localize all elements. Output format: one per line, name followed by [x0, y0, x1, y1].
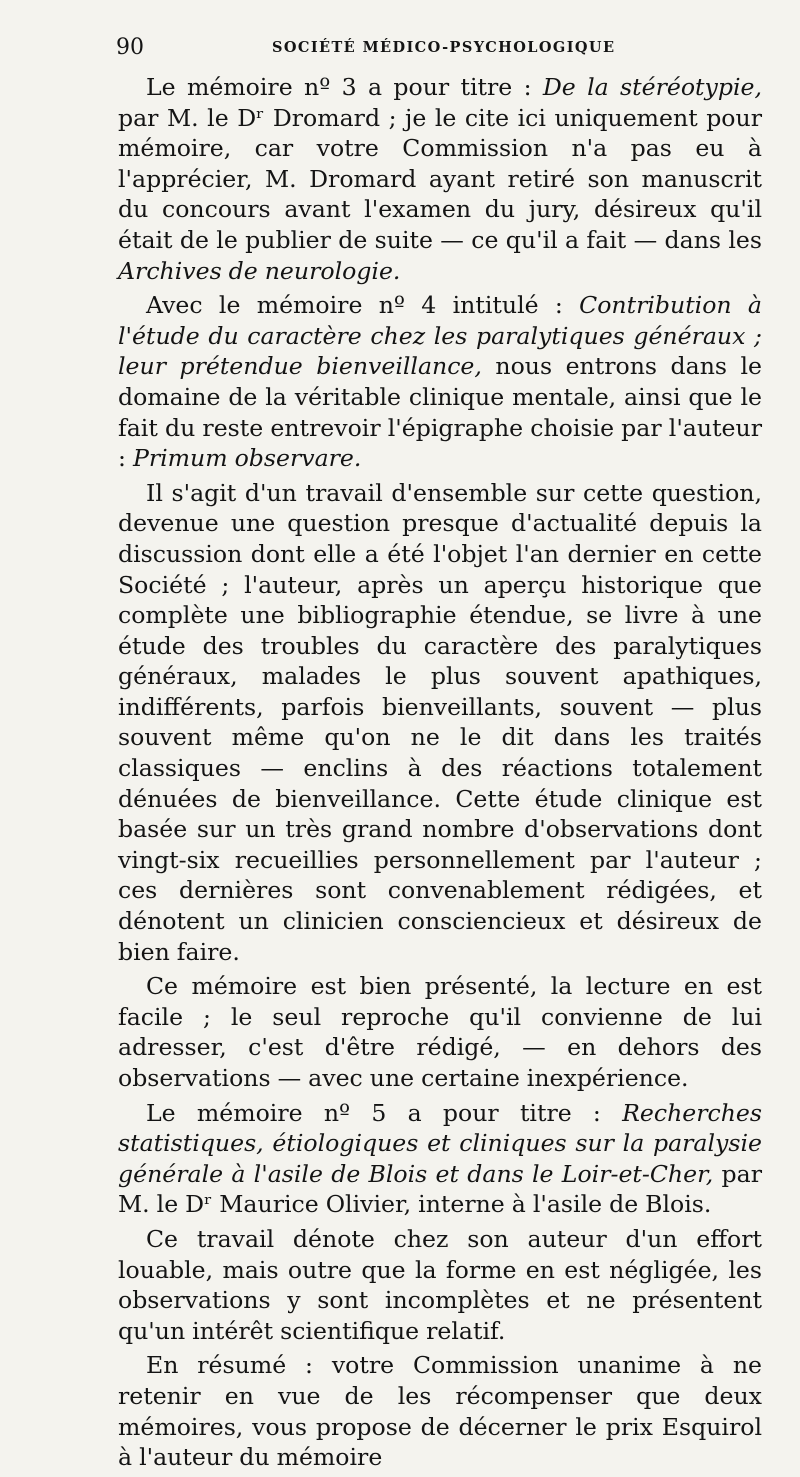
italic-title: De la stéréotypie, — [542, 73, 762, 101]
paragraph-assessment — [118, 971, 762, 1093]
paragraph-text: Il s'agit d'un travail d'ensemble sur cette question, devenue une question presque d'actualité depuis la discussion dont elle a été l'objet l'an dernier en cette Société ; l'auteur, après un aperçu historique que complète une bibliographie étendue, se livre à une étude des troubles du caractère des paralytiques généraux, malades le plus souvent apathiques, indifférents, parfois bienveillants, souvent — plus souvent même qu'on ne le dit dans les traités classiques — enclins à des réactions totalement dénuées de bienveillance. Cette étude clinique est basée sur un très grand nombre d'observations dont vingt-six recueillies personnellement par l'auteur ; ces dernières sont convenablement rédigées, et dénotent un clinicien consciencieux et désireux de bien faire. — [118, 478, 762, 966]
paragraph-memoire-3 — [118, 72, 762, 286]
paragraph-summary — [118, 1350, 762, 1472]
running-title: SOCIÉTÉ MÉDICO-PSYCHOLOGIQUE — [272, 39, 616, 56]
italic-title: Contribution à l'étude du caractère chez les paralytiques généraux ; leur prétendue bienveillance, — [118, 291, 762, 381]
body-text — [118, 72, 762, 1477]
paragraph-text: nous entrons dans le domaine de la véritable clinique mentale, ainsi que le fait du reste entrevoir l'épigraphe choisie par l'auteur : — [118, 352, 762, 473]
italic-title: Archives de neurologie. — [118, 256, 401, 285]
paragraph-text: Le mémoire nº 5 a pour titre : — [146, 1098, 623, 1127]
paragraph-memoire-4 — [118, 290, 762, 474]
paragraph-analysis — [118, 478, 762, 968]
paragraph-memoire-5 — [118, 1098, 762, 1220]
page-header — [0, 36, 800, 60]
paragraph-text: par M. le Dʳ Dromard ; je le cite ici uniquement pour mémoire, car votre Commission n'a pas eu à l'apprécier, M. Dromard ayant retiré son manuscrit du concours avant l'examen du jury, désireux qu'il était de le publier de suite — ce qu'il a fait — dans les — [118, 103, 762, 254]
paragraph-text: Ce mémoire est bien présenté, la lecture en est facile ; le seul reproche qu'il convienne de lui adresser, c'est d'être rédigé, — en dehors des observations — avec une certaine inexpérience. — [118, 972, 762, 1092]
paragraph-critique — [118, 1224, 762, 1346]
paragraph-text: Ce travail dénote chez son auteur d'un effort louable, mais outre que la forme en est négligée, les observations y sont incomplètes et ne présentent qu'un intérêt scientifique relatif. — [118, 1224, 762, 1345]
page-number: 90 — [116, 35, 144, 60]
paragraph-text: En résumé : votre Commission unanime à ne retenir en vue de les récompenser que deux mémoires, vous propose de décerner le prix Esquirol à l'auteur du mémoire — [118, 1351, 762, 1472]
paragraph-text: Le mémoire nº 3 a pour titre : — [146, 73, 543, 101]
italic-title: Recherches statistiques, étiologiques et cliniques sur la paralysie générale à l'asile de Blois et dans le Loir-et-Cher, — [118, 1098, 762, 1188]
paragraph-text: par M. le Dʳ Maurice Olivier, interne à l'asile de Blois. — [118, 1159, 762, 1219]
paragraph-text: Avec le mémoire nº 4 intitulé : — [146, 291, 580, 320]
italic-epigraph: Primum observare. — [132, 444, 362, 473]
